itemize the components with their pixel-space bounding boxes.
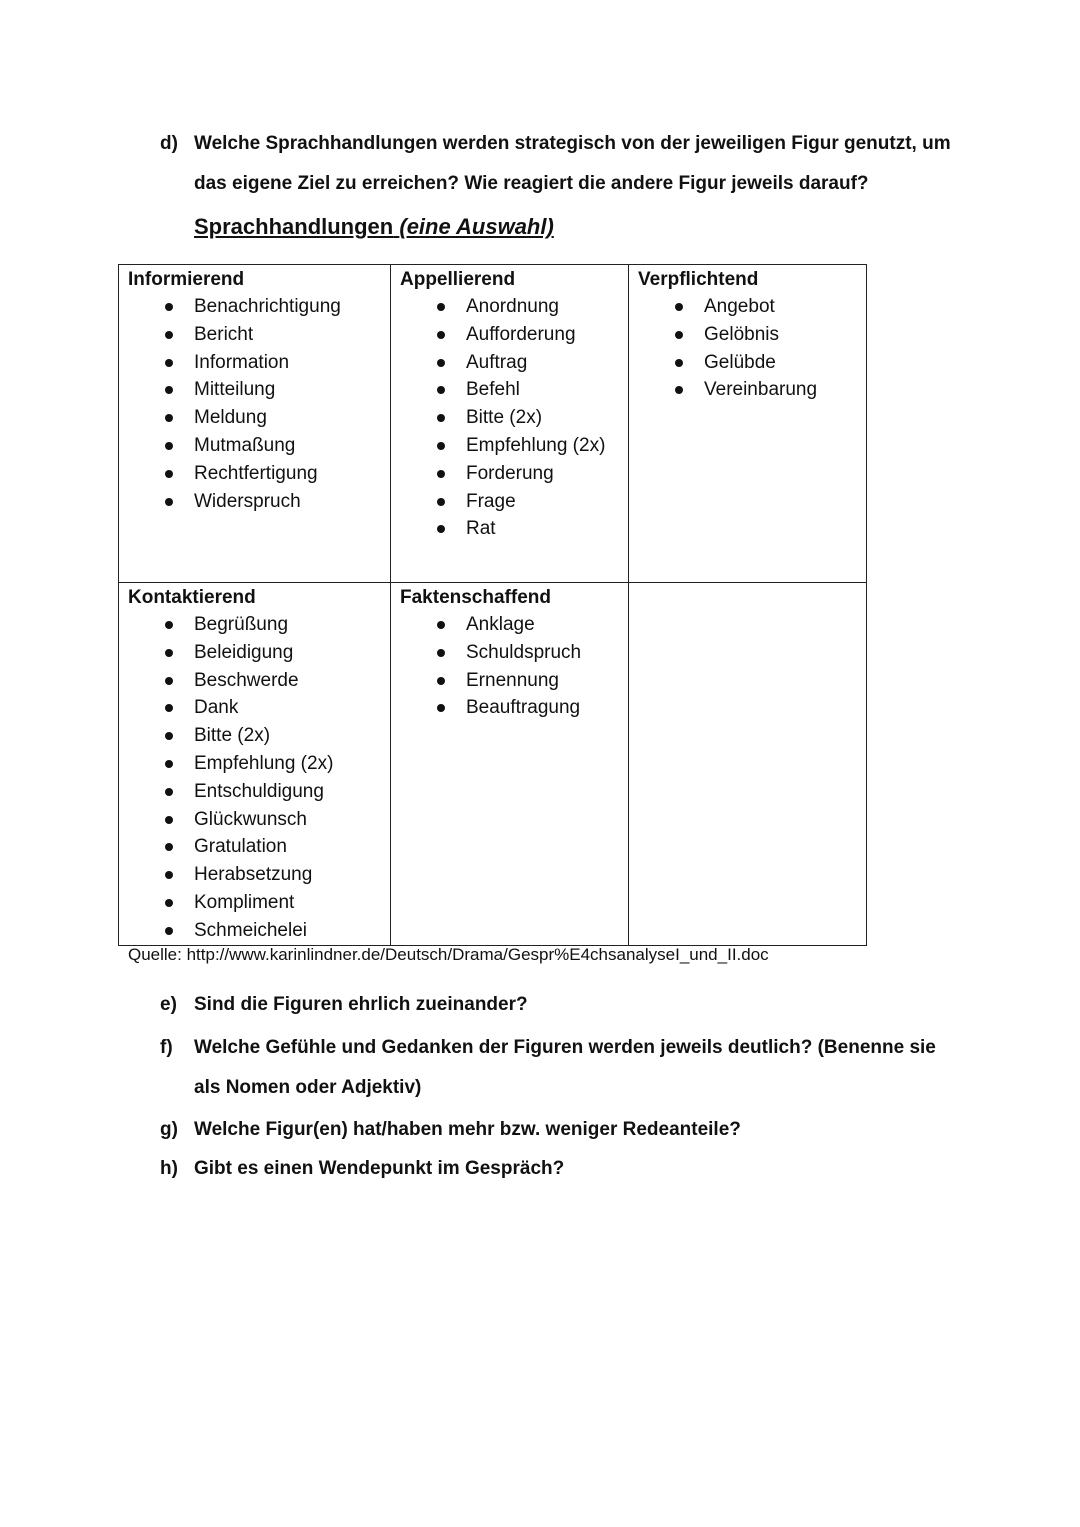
bullet-icon [165,359,173,367]
list-item [128,778,390,806]
bullet-icon [165,442,173,450]
bullet-icon [165,677,173,685]
list-item [638,349,866,377]
bullet-icon [675,359,683,367]
table-row [119,583,867,946]
question-text: Welche Sprachhandlungen werden strategisch von der jeweiligen Figur genutzt, um [194,133,951,154]
list-item-label: Empfehlung (2x) [194,752,334,774]
bullet-icon [165,816,173,824]
list-item-label: Bericht [194,323,254,345]
item-list [400,293,628,543]
bullet-icon [165,760,173,768]
list-item [400,694,628,722]
list-item [128,349,390,377]
list-item [400,667,628,695]
source-citation: Quelle: http://www.karinlindner.de/Deutsch/Drama/Gespr%E4chsanalyseI_und_II.doc [128,945,769,964]
list-item [128,321,390,349]
list-item [400,293,628,321]
list-item-label: Aufforderung [466,323,576,345]
bullet-icon [165,649,173,657]
list-item-label: Dank [194,697,239,719]
list-item [128,488,390,516]
list-item [128,611,390,639]
list-item [400,404,628,432]
cell-empty [629,583,867,946]
list-item-label: Forderung [466,462,554,484]
list-item-label: Information [194,351,290,373]
list-item-label: Gelübde [704,351,776,373]
question-h [160,1149,960,1189]
bullet-icon [437,677,445,685]
bullet-icon [165,303,173,311]
list-item-label: Mitteilung [194,379,276,401]
bullet-icon [165,704,173,712]
list-item [128,667,390,695]
question-letter: f) [160,1037,173,1058]
bullet-icon [165,470,173,478]
list-item-label: Schuldspruch [466,641,582,663]
list-item-label: Glückwunsch [194,808,307,830]
list-item-label: Bitte (2x) [466,407,543,429]
cell-appellierend [391,265,629,583]
cell-informierend [119,265,391,583]
list-item-label: Kompliment [194,891,295,913]
bullet-icon [675,386,683,394]
list-item-label: Befehl [466,379,520,401]
list-item-label: Frage [466,490,516,512]
list-item-label: Auftrag [466,351,528,373]
list-item [128,376,390,404]
list-item [400,488,628,516]
cell-faktenschaffend [391,583,629,946]
list-item [128,639,390,667]
bullet-icon [165,498,173,506]
question-letter: e) [160,994,177,1015]
list-item [400,460,628,488]
list-item [128,722,390,750]
bullet-icon [437,649,445,657]
list-item-label: Angebot [704,296,775,317]
bullet-icon [437,621,445,629]
section-heading [194,212,554,242]
list-item-label: Beschwerde [194,669,299,691]
bullet-icon [165,621,173,629]
bullet-icon [165,871,173,879]
list-item-label: Begrüßung [194,614,289,635]
bullet-icon [165,899,173,907]
category-title: Kontaktierend [128,587,256,608]
list-item-label: Anordnung [466,296,559,317]
list-item-label: Widerspruch [194,490,301,512]
question-text: Welche Figur(en) hat/haben mehr bzw. weniger Redeanteile? [194,1119,741,1140]
category-title: Appellierend [400,269,516,290]
question-letter: h) [160,1158,178,1179]
question-d [160,124,960,204]
question-text-continued: das eigene Ziel zu erreichen? Wie reagiert die andere Figur jeweils darauf? [194,173,869,194]
category-title: Faktenschaffend [400,587,551,608]
list-item [128,917,390,945]
bullet-icon [165,732,173,740]
bullet-icon [675,303,683,311]
list-item-label: Rat [466,518,496,540]
cell-verpflichtend [629,265,867,583]
bullet-icon [165,414,173,422]
list-item [400,639,628,667]
list-item [128,861,390,889]
list-item [638,376,866,404]
heading-sub: (eine Auswahl) [399,214,554,239]
list-item-label: Rechtfertigung [194,462,318,484]
question-f [160,1028,960,1108]
question-text-continued: als Nomen oder Adjektiv) [194,1077,422,1098]
list-item [400,432,628,460]
bullet-icon [437,470,445,478]
list-item-label: Benachrichtigung [194,296,341,317]
item-list [128,611,390,945]
item-list [128,293,390,515]
bullet-icon [165,386,173,394]
bullet-icon [437,525,445,533]
table-row [119,265,867,583]
list-item-label: Gratulation [194,836,287,858]
bullet-icon [675,331,683,339]
list-item-label: Herabsetzung [194,864,313,886]
question-g [160,1110,960,1150]
list-item [128,432,390,460]
bullet-icon [437,359,445,367]
bullet-icon [165,927,173,935]
cell-kontaktierend [119,583,391,946]
bullet-icon [437,498,445,506]
question-letter: g) [160,1119,178,1140]
bullet-icon [437,303,445,311]
list-item-label: Gelöbnis [704,323,779,345]
heading-main: Sprachhandlungen [194,214,394,239]
list-item [400,376,628,404]
list-item-label: Ernennung [466,669,559,691]
bullet-icon [165,331,173,339]
list-item-label: Mutmaßung [194,434,296,456]
question-text: Welche Gefühle und Gedanken der Figuren werden jeweils deutlich? (Benenne sie [194,1037,936,1058]
question-e [160,985,960,1025]
list-item-label: Anklage [466,614,535,635]
list-item [400,349,628,377]
list-item [128,404,390,432]
question-text: Sind die Figuren ehrlich zueinander? [194,994,528,1015]
question-letter: d) [160,133,178,154]
list-item [638,321,866,349]
bullet-icon [165,843,173,851]
category-title: Informierend [128,269,245,290]
list-item [128,460,390,488]
item-list [400,611,628,722]
bullet-icon [437,414,445,422]
bullet-icon [437,386,445,394]
list-item [400,321,628,349]
list-item [128,806,390,834]
list-item [128,694,390,722]
list-item-label: Beauftragung [466,697,581,719]
list-item [638,293,866,321]
list-item-label: Beleidigung [194,641,294,663]
speech-acts-table [118,264,867,946]
list-item [128,833,390,861]
list-item [128,889,390,917]
bullet-icon [437,442,445,450]
bullet-icon [165,788,173,796]
category-title: Verpflichtend [638,269,759,290]
list-item-label: Meldung [194,407,267,429]
bullet-icon [437,704,445,712]
list-item [400,515,628,543]
list-item [128,750,390,778]
list-item-label: Schmeichelei [194,919,307,941]
list-item-label: Vereinbarung [704,379,818,401]
list-item [128,293,390,321]
question-text: Gibt es einen Wendepunkt im Gespräch? [194,1158,565,1179]
list-item-label: Empfehlung (2x) [466,434,606,456]
bullet-icon [437,331,445,339]
list-item-label: Bitte (2x) [194,725,271,747]
list-item [400,611,628,639]
item-list [638,293,866,404]
list-item-label: Entschuldigung [194,780,324,802]
